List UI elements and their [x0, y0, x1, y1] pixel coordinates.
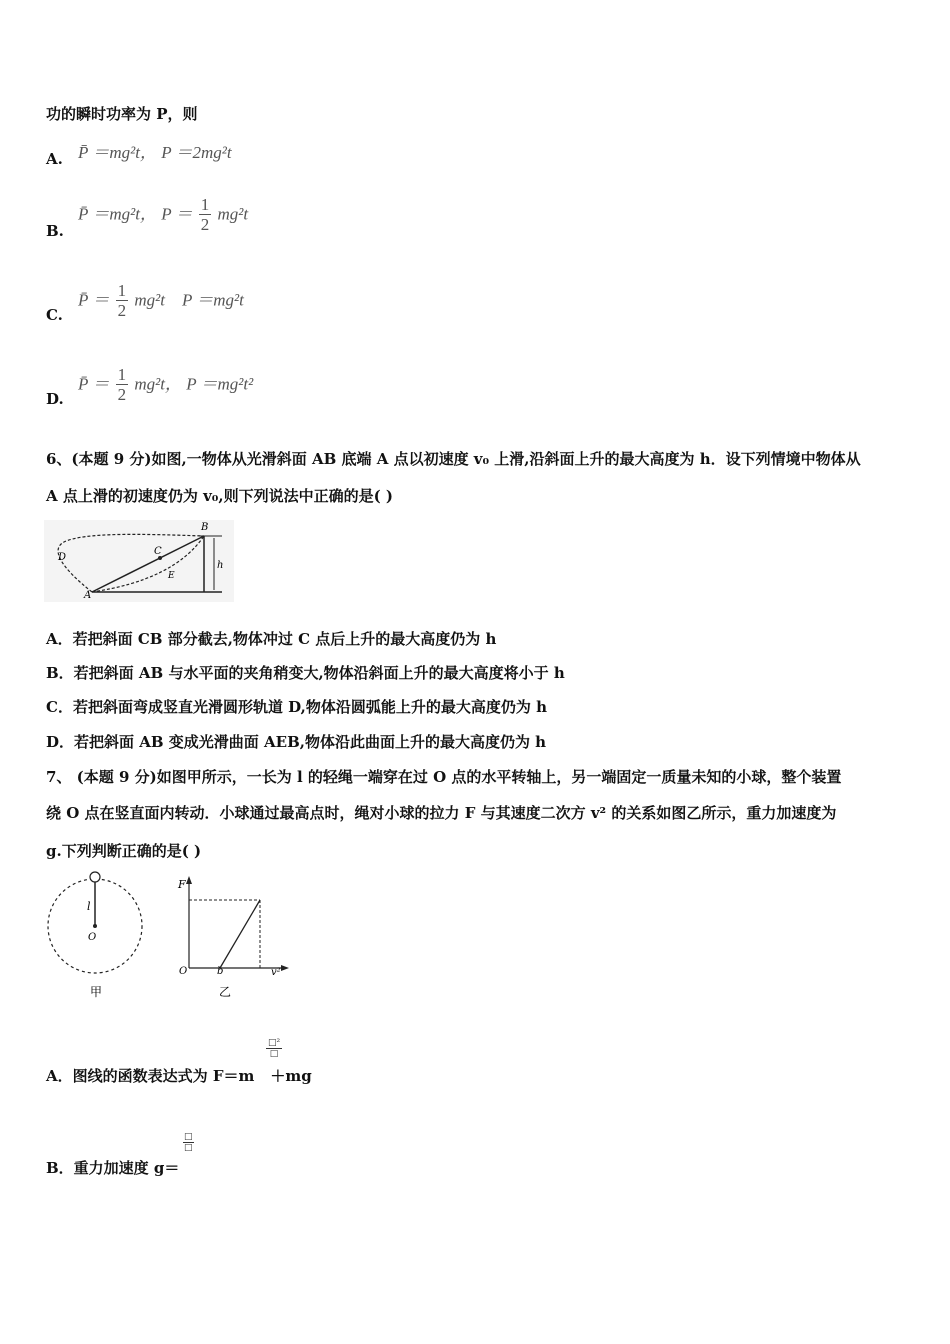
- v2-axis-arrow: [281, 965, 289, 971]
- q6-stem-line1: 6、(本题 9 分)如图,一物体从光滑斜面 AB 底端 A 点以初速度 v₀ 上滑,沿斜面上升的最大高度为 h．设下列情境中物体从: [46, 450, 861, 468]
- q7-b-frac-den: □: [184, 1143, 193, 1153]
- q7-a-frac-num: □²: [268, 1038, 281, 1048]
- q7-option-a-fraction: [266, 1038, 282, 1059]
- q5-option-a-label[interactable]: A.: [46, 150, 63, 168]
- yi-label-o: O: [179, 966, 188, 977]
- q5-c-num: 1: [117, 281, 127, 300]
- q7-option-a-pre: A．图线的函数表达式为 F＝m: [46, 1067, 255, 1085]
- jia-caption: 甲: [90, 985, 103, 999]
- q5-b-inst-pre: P ＝: [161, 204, 193, 224]
- q6-option-a[interactable]: A．若把斜面 CB 部分截去,物体冲过 C 点后上升的最大高度仍为 h: [46, 630, 497, 648]
- q5-d-inst: P ＝mg²t²: [186, 374, 254, 394]
- fig-label-b: B: [201, 522, 209, 533]
- q5-b-avg: P̄ ＝mg²t，: [78, 204, 157, 224]
- q5-option-c-formula: [78, 282, 244, 321]
- q5-d-avg-pre: P̄ ＝: [78, 374, 110, 394]
- q5-option-a-formula: [78, 138, 232, 163]
- fig-label-c: C: [154, 546, 162, 557]
- q5-c-avg-pre: P̄ ＝: [78, 290, 110, 310]
- jia-label-o: O: [88, 932, 97, 943]
- q7-stem-line2: 绕 O 点在竖直面内转动．小球通过最高点时，绳对小球的拉力 F 与其速度二次方 v² 的关系如图乙所示，重力加速度为: [46, 804, 837, 822]
- q7-option-b-pre: B．重力加速度 g＝: [46, 1159, 180, 1177]
- fig-label-a: A: [84, 590, 92, 601]
- q6-option-b[interactable]: B．若把斜面 AB 与水平面的夹角稍变大,物体沿斜面上升的最大高度将小于 h: [46, 664, 565, 682]
- fig-label-e: E: [168, 571, 175, 581]
- q7-option-b[interactable]: [46, 1157, 179, 1178]
- q6-option-d[interactable]: D．若把斜面 AB 变成光滑曲面 AEB,物体沿此曲面上升的最大高度仍为 h: [46, 733, 547, 751]
- q7-option-b-fraction: [183, 1132, 194, 1153]
- q5-option-b-formula: [78, 196, 248, 235]
- yi-label-v2: v²: [271, 967, 281, 978]
- q5-d-avg-post: mg²t，: [134, 374, 182, 394]
- q5-c-inst: P ＝mg²t: [181, 290, 244, 310]
- q5-option-d-formula: [78, 366, 253, 405]
- q5-b-num: 1: [200, 195, 210, 214]
- q5-d-num: 1: [117, 365, 127, 384]
- q7-figure-jia: [40, 868, 150, 1003]
- q6-incline-figure: [44, 520, 234, 602]
- q5-a-avg: P̄ ＝mg²t，: [78, 143, 157, 162]
- q5-c-den: 2: [117, 301, 127, 320]
- q7-option-a[interactable]: [46, 1065, 312, 1086]
- jia-label-l: l: [87, 900, 91, 913]
- yi-label-f: F: [178, 878, 186, 891]
- q5-option-b-label[interactable]: B.: [46, 222, 64, 240]
- q6-stem-line2: A 点上滑的初速度仍为 v₀,则下列说法中正确的是( ): [46, 487, 394, 505]
- q5-b-den: 2: [200, 215, 210, 234]
- q6-option-c[interactable]: C．若把斜面弯成竖直光滑圆形轨道 D,物体沿圆弧能上升的最大高度仍为 h: [46, 698, 547, 716]
- q7-option-a-post: ＋mg: [270, 1067, 312, 1085]
- q5-c-avg-post: mg²t: [134, 290, 165, 310]
- q5-d-den: 2: [117, 385, 127, 404]
- fig-label-d: D: [58, 552, 67, 563]
- q5-stem-tail: 功的瞬时功率为 P，则: [46, 105, 198, 123]
- q5-d-fraction: [116, 366, 129, 405]
- q5-option-d-label[interactable]: D.: [46, 390, 64, 408]
- q7-stem-line3: g.下列判断正确的是( ): [46, 842, 202, 860]
- ball: [90, 872, 100, 882]
- graph-line: [220, 900, 260, 968]
- q5-b-fraction: [199, 196, 212, 235]
- q5-b-inst-post: mg²t: [217, 204, 249, 224]
- yi-label-b: b: [217, 966, 224, 977]
- q7-stem-line1: 7、 (本题 9 分)如图甲所示，一长为 l 的轻绳一端穿在过 O 点的水平转轴上，另一端固定一质量未知的小球，整个装置: [46, 768, 842, 786]
- q5-a-inst: P ＝2mg²t: [161, 143, 232, 162]
- q5-c-fraction: [116, 282, 129, 321]
- q7-figure-yi: [175, 870, 295, 1003]
- fig-label-h: h: [217, 560, 224, 571]
- f-axis-arrow: [186, 876, 192, 884]
- yi-caption: 乙: [219, 985, 232, 999]
- q5-option-c-label[interactable]: C.: [46, 306, 63, 324]
- pivot-o: [93, 924, 97, 928]
- q7-b-frac-num: □: [184, 1132, 193, 1142]
- q7-a-frac-den: □: [269, 1049, 279, 1059]
